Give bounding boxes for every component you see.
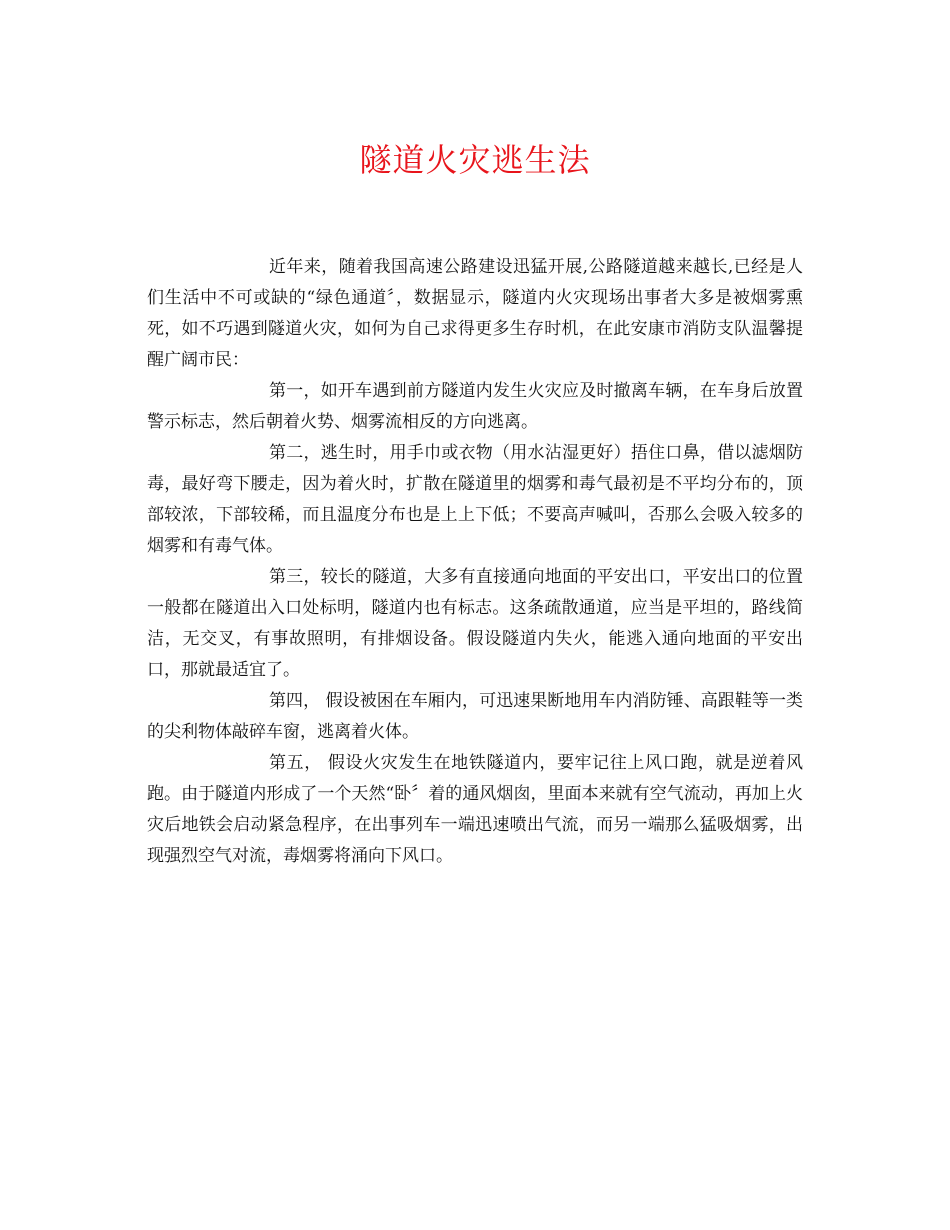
document-title: 隧道火灾逃生法 [359,141,591,179]
paragraph-first: 第一，如开车遇到前方隧道内发生火灾应及时撤离车辆，在车身后放置警示标志，然后朝着火势、烟雾流相反的方向逃离。 [147,381,803,432]
paragraph-fifth: 第五， 假设火灾发生在地铁隧道内，要牢记往上风口跑，就是逆着风跑。由于隧道内形成了一个天然“卧〞着的通风烟囱，里面本来就有空气流动，再加上火灾后地铁会启动紧急程序，在出事列车一端迅速喷出气流，而另一端那么猛吸烟雾，出现强烈空气对流，毒烟雾将涌向下风口。 [147,753,803,866]
paragraph-third: 第三，较长的隧道，大多有直接通向地面的平安出口，平安出口的位置一般都在隧道出入口处标明，隧道内也有标志。这条疏散通道，应当是平坦的，路线简洁，无交叉，有事故照明，有排烟设备。假设隧道内失火，能逃入通向地面的平安出口，那就最适宜了。 [147,567,803,680]
paragraph-fourth: 第四， 假设被困在车厢内，可迅速果断地用车内消防锤、高跟鞋等一类的尖利物体敲碎车窗，逃离着火体。 [147,691,803,742]
paragraph-intro: 近年来，随着我国高速公路建设迅猛开展,公路隧道越来越长,已经是人们生活中不可或缺的“绿色通道〞，数据显示，隧道内火灾现场出事者大多是被烟雾熏死，如不巧遇到隧道火灾，如何为自己求得更多生存时机，在此安康市消防支队温馨提醒广阔市民： [147,257,803,370]
paragraph-second: 第二，逃生时，用手巾或衣物（用水沾湿更好）捂住口鼻，借以滤烟防毒，最好弯下腰走，因为着火时，扩散在隧道里的烟雾和毒气最初是不平均分布的，顶部较浓，下部较稀，而且温度分布也是上上下低；不要高声喊叫，否那么会吸入较多的烟雾和有毒气体。 [147,443,803,556]
document-body [147,252,803,872]
